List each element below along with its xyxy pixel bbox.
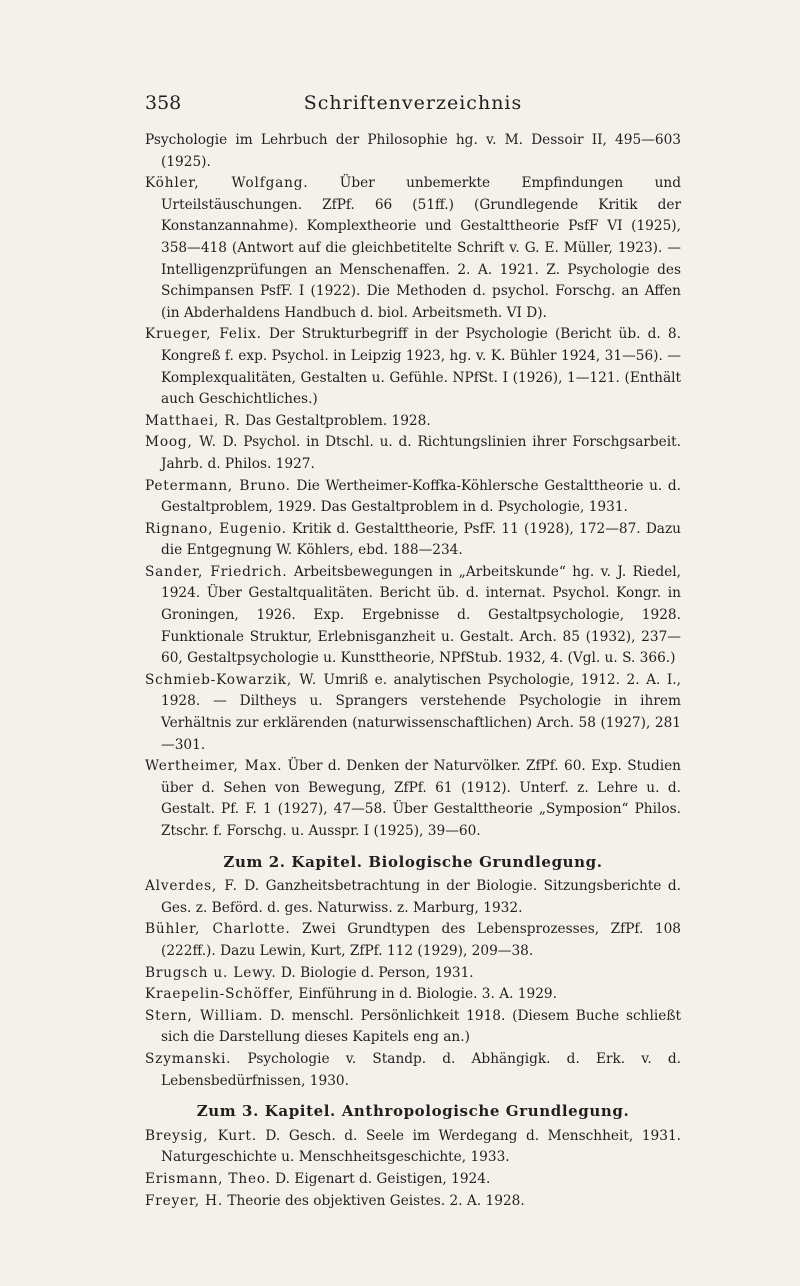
bibliography-content — [145, 130, 681, 1212]
entry-author: Freyer, H. — [145, 1192, 223, 1209]
entry-author: Brugsch u. Lewy. — [145, 964, 277, 981]
entry-author: Kraepelin-Schöffer, — [145, 986, 295, 1003]
entry-author: Alverdes, F. — [145, 878, 238, 895]
entry-author: Petermann, Bruno. — [145, 477, 291, 494]
bibliography-entry — [145, 519, 681, 562]
bibliography-entry — [145, 411, 681, 433]
chapter-heading: Zum 3. Kapitel. Anthropologische Grundlegung. — [196, 1102, 630, 1121]
entry-author: Schmieb-Kowarzik, W. — [145, 671, 318, 688]
running-title: Schriftenverzeichnis — [303, 92, 523, 114]
chapter-heading: Zum 2. Kapitel. Biologische Grundlegung. — [223, 852, 603, 871]
entry-author: Köhler, Wolfgang. — [145, 175, 309, 192]
bibliography-entry — [145, 756, 681, 842]
bibliography-entry — [145, 562, 681, 670]
bibliography-entry — [145, 984, 681, 1006]
bibliography-entry — [145, 432, 681, 475]
entry-author: Wertheimer, Max. — [145, 758, 283, 775]
entry-text: Kritik d. Gestalttheorie, PsfF. 11 (1928), 172—87. Dazu die Entgegnung W. Köhlers, ebd. 188—234. — [161, 520, 681, 559]
bibliography-entry — [145, 173, 681, 324]
entry-text: Arbeitsbewegungen in „Arbeitskunde“ hg. v. J. Riedel, 1924. Über Gestaltqualitäten. Bericht üb. d. internat. Psychol. Kongr. in Groningen, 1926. Exp. Ergebnisse d. Gestaltpsychologie, 1928. Funktionale Struktur, Erlebnisganzheit u. Gestalt. Arch. 85 (1932), 237—60, Gestaltpsychologie u. Kunsttheorie, NPfStub. 1932, 4. (Vgl. u. S. 366.) — [161, 563, 681, 667]
entry-author: Krueger, Felix. — [145, 326, 262, 343]
bibliography-entry — [145, 670, 681, 756]
entry-author: Sander, Friedrich. — [145, 563, 288, 580]
entry-author: Breysig, Kurt. — [145, 1127, 257, 1144]
entry-text: D. Biologie d. Person, 1931. — [276, 964, 474, 981]
entry-text: Das Gestaltproblem. 1928. — [240, 412, 431, 429]
entry-text: Umriß e. analytischen Psychologie, 1912. 2. A. I., 1928. — Diltheys u. Sprangers verstehende Psychologie in ihrem Verhältnis zur erklärenden (naturwissenschaftlichen) Arch. 58 (1927), 281—301. — [161, 671, 681, 753]
entry-author: Bühler, Charlotte. — [145, 921, 291, 938]
page-header — [145, 92, 681, 120]
entry-text: D. Eigenart d. Geistigen, 1924. — [270, 1170, 491, 1187]
entry-author: Moog, W. — [145, 434, 217, 451]
entry-text: Der Strukturbegriff in der Psychologie (Bericht üb. d. 8. Kongreß f. exp. Psychol. in Leipzig 1923, hg. v. K. Bühler 1924, 31—56). — Komplexqualitäten, Gestalten u. Gefühle. NPfSt. I (1926), 1—121. (Enthält auch Geschichtliches.) — [161, 326, 681, 408]
bibliography-entry — [145, 1126, 681, 1169]
entry-text: D. Ganzheitsbetrachtung in der Biologie. Sitzungsberichte d. Ges. z. Beförd. d. ges. Naturwiss. z. Marburg, 1932. — [161, 878, 682, 916]
entry-author: Stern, William. — [145, 1007, 264, 1024]
page-number: 358 — [145, 92, 182, 114]
bibliography-entry — [145, 324, 681, 410]
entry-text: Psychologie v. Standp. d. Abhängigk. d. Erk. v. d. Lebensbedürfnissen, 1930. — [161, 1050, 681, 1089]
bibliography-entry — [145, 876, 681, 919]
bibliography-entry — [145, 476, 681, 519]
bibliography-entry — [145, 1049, 681, 1092]
entry-author: Matthaei, R. — [145, 412, 241, 429]
entry-text: D. Gesch. d. Seele im Werdegang d. Menschheit, 1931. Naturgeschichte u. Menschheitsgeschichte, 1933. — [161, 1127, 682, 1166]
entry-text: Einführung in d. Biologie. 3. A. 1929. — [294, 986, 557, 1003]
bibliography-entry — [145, 963, 681, 985]
bibliography-entry — [145, 919, 681, 962]
entry-author: Rignano, Eugenio. — [145, 520, 287, 537]
entry-text: Psychologie im Lehrbuch der Philosophie hg. v. M. Dessoir II, 495—603 (1925). — [145, 132, 681, 170]
entry-text: Über unbemerkte Empfindungen und Urteilstäuschungen. ZfPf. 66 (51ff.) (Grundlegende Kritik der Konstanzannahme). Komplextheorie und Gestalttheorie PsfF VI (1925), 358—418 (Antwort auf die gleichbetitelte Schrift v. G. E. Müller, 1923). — Intelligenzprüfungen an Menschenaffen. 2. A. 1921. Z. Psychologie des Schimpansen PsfF. I (1922). Die Methoden d. psychol. Forschg. an Affen (in Abderhaldens Handbuch d. biol. Arbeitsmeth. VI D). — [161, 175, 682, 321]
entry-text: D. Psychol. in Dtschl. u. d. Richtungslinien ihrer Forschgsarbeit. Jahrb. d. Philos. 1927. — [161, 434, 681, 472]
bibliography-entry — [145, 130, 681, 173]
entry-text: D. menschl. Persönlichkeit 1918. (Diesem Buche schließt sich die Darstellung dieses Kapitels eng an.) — [161, 1007, 681, 1046]
bibliography-entry — [145, 1006, 681, 1049]
entry-text: Zwei Grundtypen des Lebensprozesses, ZfPf. 108 (222ff.). Dazu Lewin, Kurt, ZfPf. 112 (1929), 209—38. — [161, 921, 681, 959]
entry-author: Erismann, Theo. — [145, 1170, 271, 1187]
entry-text: Theorie des objektiven Geistes. 2. A. 1928. — [223, 1192, 525, 1209]
entry-text: Über d. Denken der Naturvölker. ZfPf. 60. Exp. Studien über d. Sehen von Bewegung, ZfPf. 61 (1912). Unterf. z. Lehre u. d. Gestalt. Pf. F. 1 (1927), 47—58. Über Gestalttheorie „Symposion“ Philos. Ztschr. f. Forschg. u. Ausspr. I (1925), 39—60. — [161, 758, 681, 839]
bibliography-entry — [145, 1169, 681, 1191]
entry-author: Szymanski. — [145, 1050, 232, 1067]
bibliography-entry — [145, 1191, 681, 1213]
entry-text: Die Wertheimer-Koffka-Köhlersche Gestalttheorie u. d. Gestaltproblem, 1929. Das Gestaltproblem in d. Psychologie, 1931. — [161, 477, 681, 516]
